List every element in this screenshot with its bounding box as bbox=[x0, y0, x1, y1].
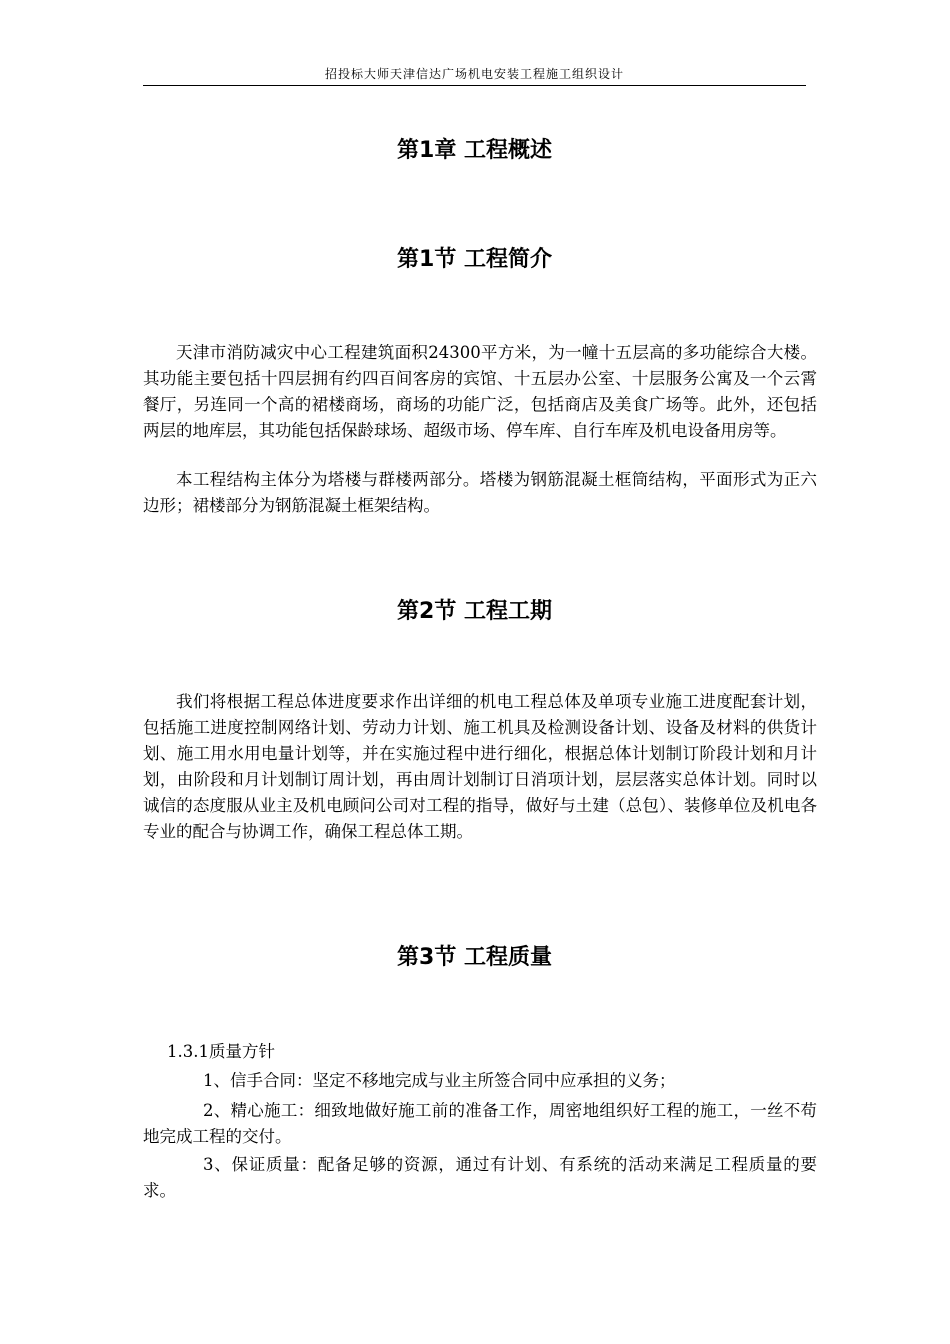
page-header-title: 招投标大师天津信达广场机电安装工程施工组织设计 bbox=[324, 67, 624, 81]
section-1-title: 第1节 工程简介 bbox=[397, 247, 552, 272]
quality-item-1: 1、信手合同：坚定不移地完成与业主所签合同中应承担的义务； bbox=[203, 1071, 676, 1090]
quality-item-3: 3、保证质量：配备足够的资源，通过有计划、有系统的活动来满足工程质量的要求。 bbox=[143, 1155, 817, 1200]
quality-policy-heading: 1.3.1质量方针 bbox=[167, 1042, 275, 1061]
section-1-paragraph-1: 天津市消防减灾中心工程建筑面积24300平方米，为一幢十五层高的多功能综合大楼。其功能主要包括十四层拥有约四百间客房的宾馆、十五层办公室、十层服务公寓及一个云霄餐厅，另连同一个高的裙楼商场，商场的功能广泛，包括商店及美食广场等。此外，还包括两层的地库层，其功能包括保龄球场、超级市场、停车库、自行车库及机电设备用房等。 bbox=[143, 343, 817, 440]
header-divider bbox=[143, 85, 806, 86]
quality-item-2: 2、精心施工：细致地做好施工前的准备工作，周密地组织好工程的施工，一丝不苟地完成工程的交付。 bbox=[143, 1101, 817, 1146]
chapter-title: 第1章 工程概述 bbox=[397, 138, 552, 163]
section-1-paragraph-2: 本工程结构主体分为塔楼与群楼两部分。塔楼为钢筋混凝土框筒结构，平面形式为正六边形；裙楼部分为钢筋混凝土框架结构。 bbox=[143, 470, 817, 515]
section-2-title: 第2节 工程工期 bbox=[397, 599, 552, 624]
section-2-paragraph-1: 我们将根据工程总体进度要求作出详细的机电工程总体及单项专业施工进度配套计划，包括施工进度控制网络计划、劳动力计划、施工机具及检测设备计划、设备及材料的供货计划、施工用水用电量计划等，并在实施过程中进行细化，根据总体计划制订阶段计划和月计划，由阶段和月计划制订周计划，再由周计划制订日消项计划，层层落实总体计划。同时以诚信的态度服从业主及机电顾问公司对工程的指导，做好与土建（总包）、装修单位及机电各专业的配合与协调工作，确保工程总体工期。 bbox=[143, 692, 817, 841]
section-3-title: 第3节 工程质量 bbox=[397, 945, 552, 970]
